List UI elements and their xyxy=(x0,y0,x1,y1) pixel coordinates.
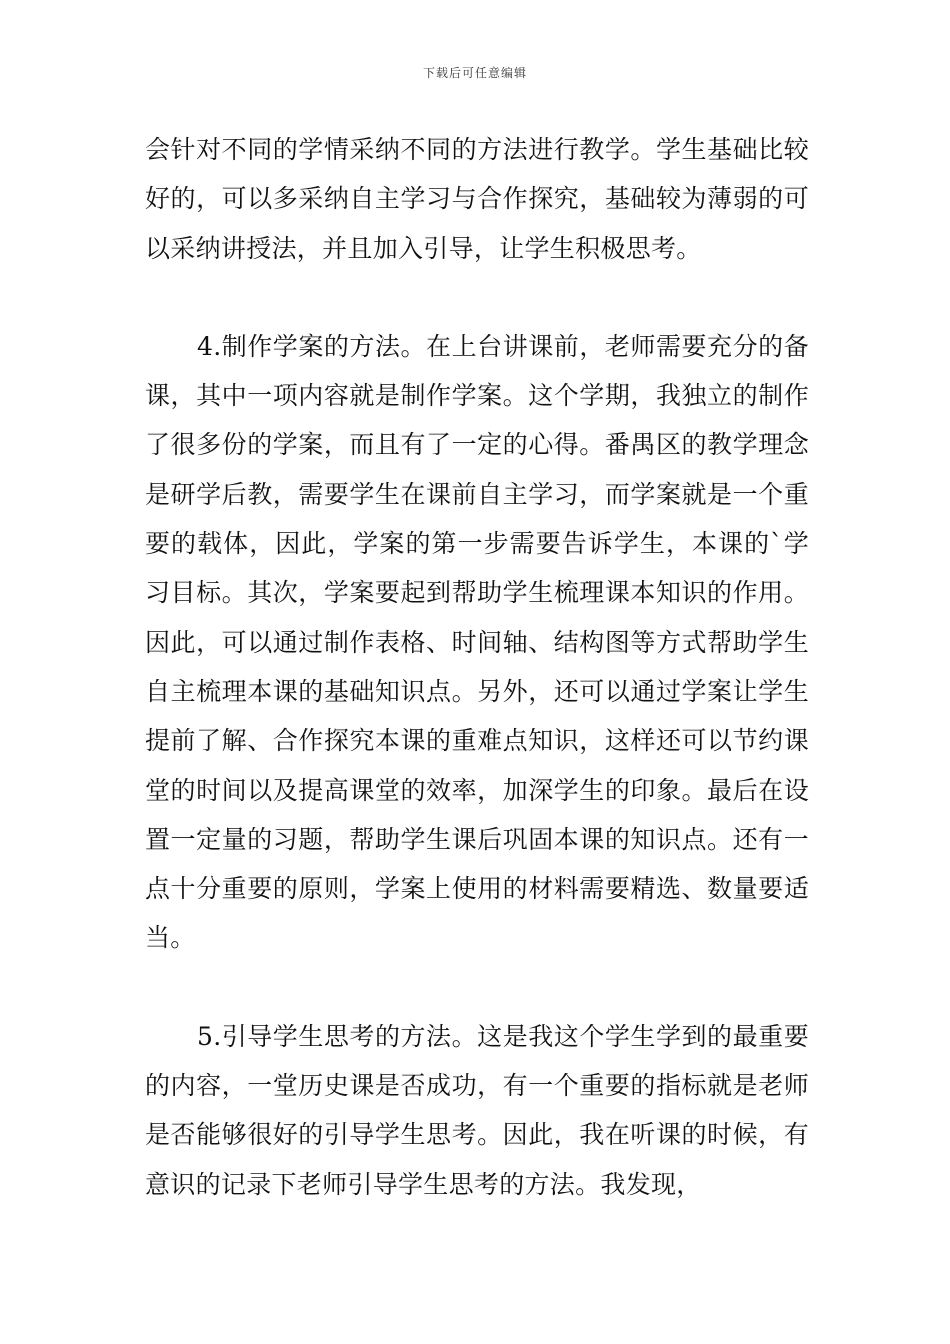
paragraph-gap xyxy=(145,273,809,322)
paragraph-5-guiding-thinking: 5.引导学生思考的方法。这是我这个学生学到的最重要的内容，一堂历史课是否成功，有一个重要的指标就是老师是否能够很好的引导学生思考。因此，我在听课的时候，有意识的记录下老师引导学生思考的方法。我发现， xyxy=(145,1021,809,1199)
paragraph-4-lesson-plan: 4.制作学案的方法。在上台讲课前，老师需要充分的备课，其中一项内容就是制作学案。这个学期，我独立的制作了很多份的学案，而且有了一定的心得。番禺区的教学理念是研学后教，需要学生在课前自主学习，而学案就是一个重要的载体，因此，学案的第一步需要告诉学生，本课的`学习目标。其次，学案要起到帮助学生梳理课本知识的作用。因此，可以通过制作表格、时间轴、结构图等方式帮助学生自主梳理本课的基础知识点。另外，还可以通过学案让学生提前了解、合作探究本课的重难点知识，这样还可以节约课堂的时间以及提高课堂的效率，加深学生的印象。最后在设置一定量的习题，帮助学生课后巩固本课的知识点。还有一点十分重要的原则，学案上使用的材料需要精选、数量要适当。 xyxy=(145,331,809,953)
paragraph-continuation: 会针对不同的学情采纳不同的方法进行教学。学生基础比较好的，可以多采纳自主学习与合作探究，基础较为薄弱的可以采纳讲授法，并且加入引导，让学生积极思考。 xyxy=(145,135,809,263)
document-body xyxy=(145,125,809,1209)
paragraph-gap xyxy=(145,963,809,1012)
page-header: 下载后可任意编辑 xyxy=(422,66,527,80)
